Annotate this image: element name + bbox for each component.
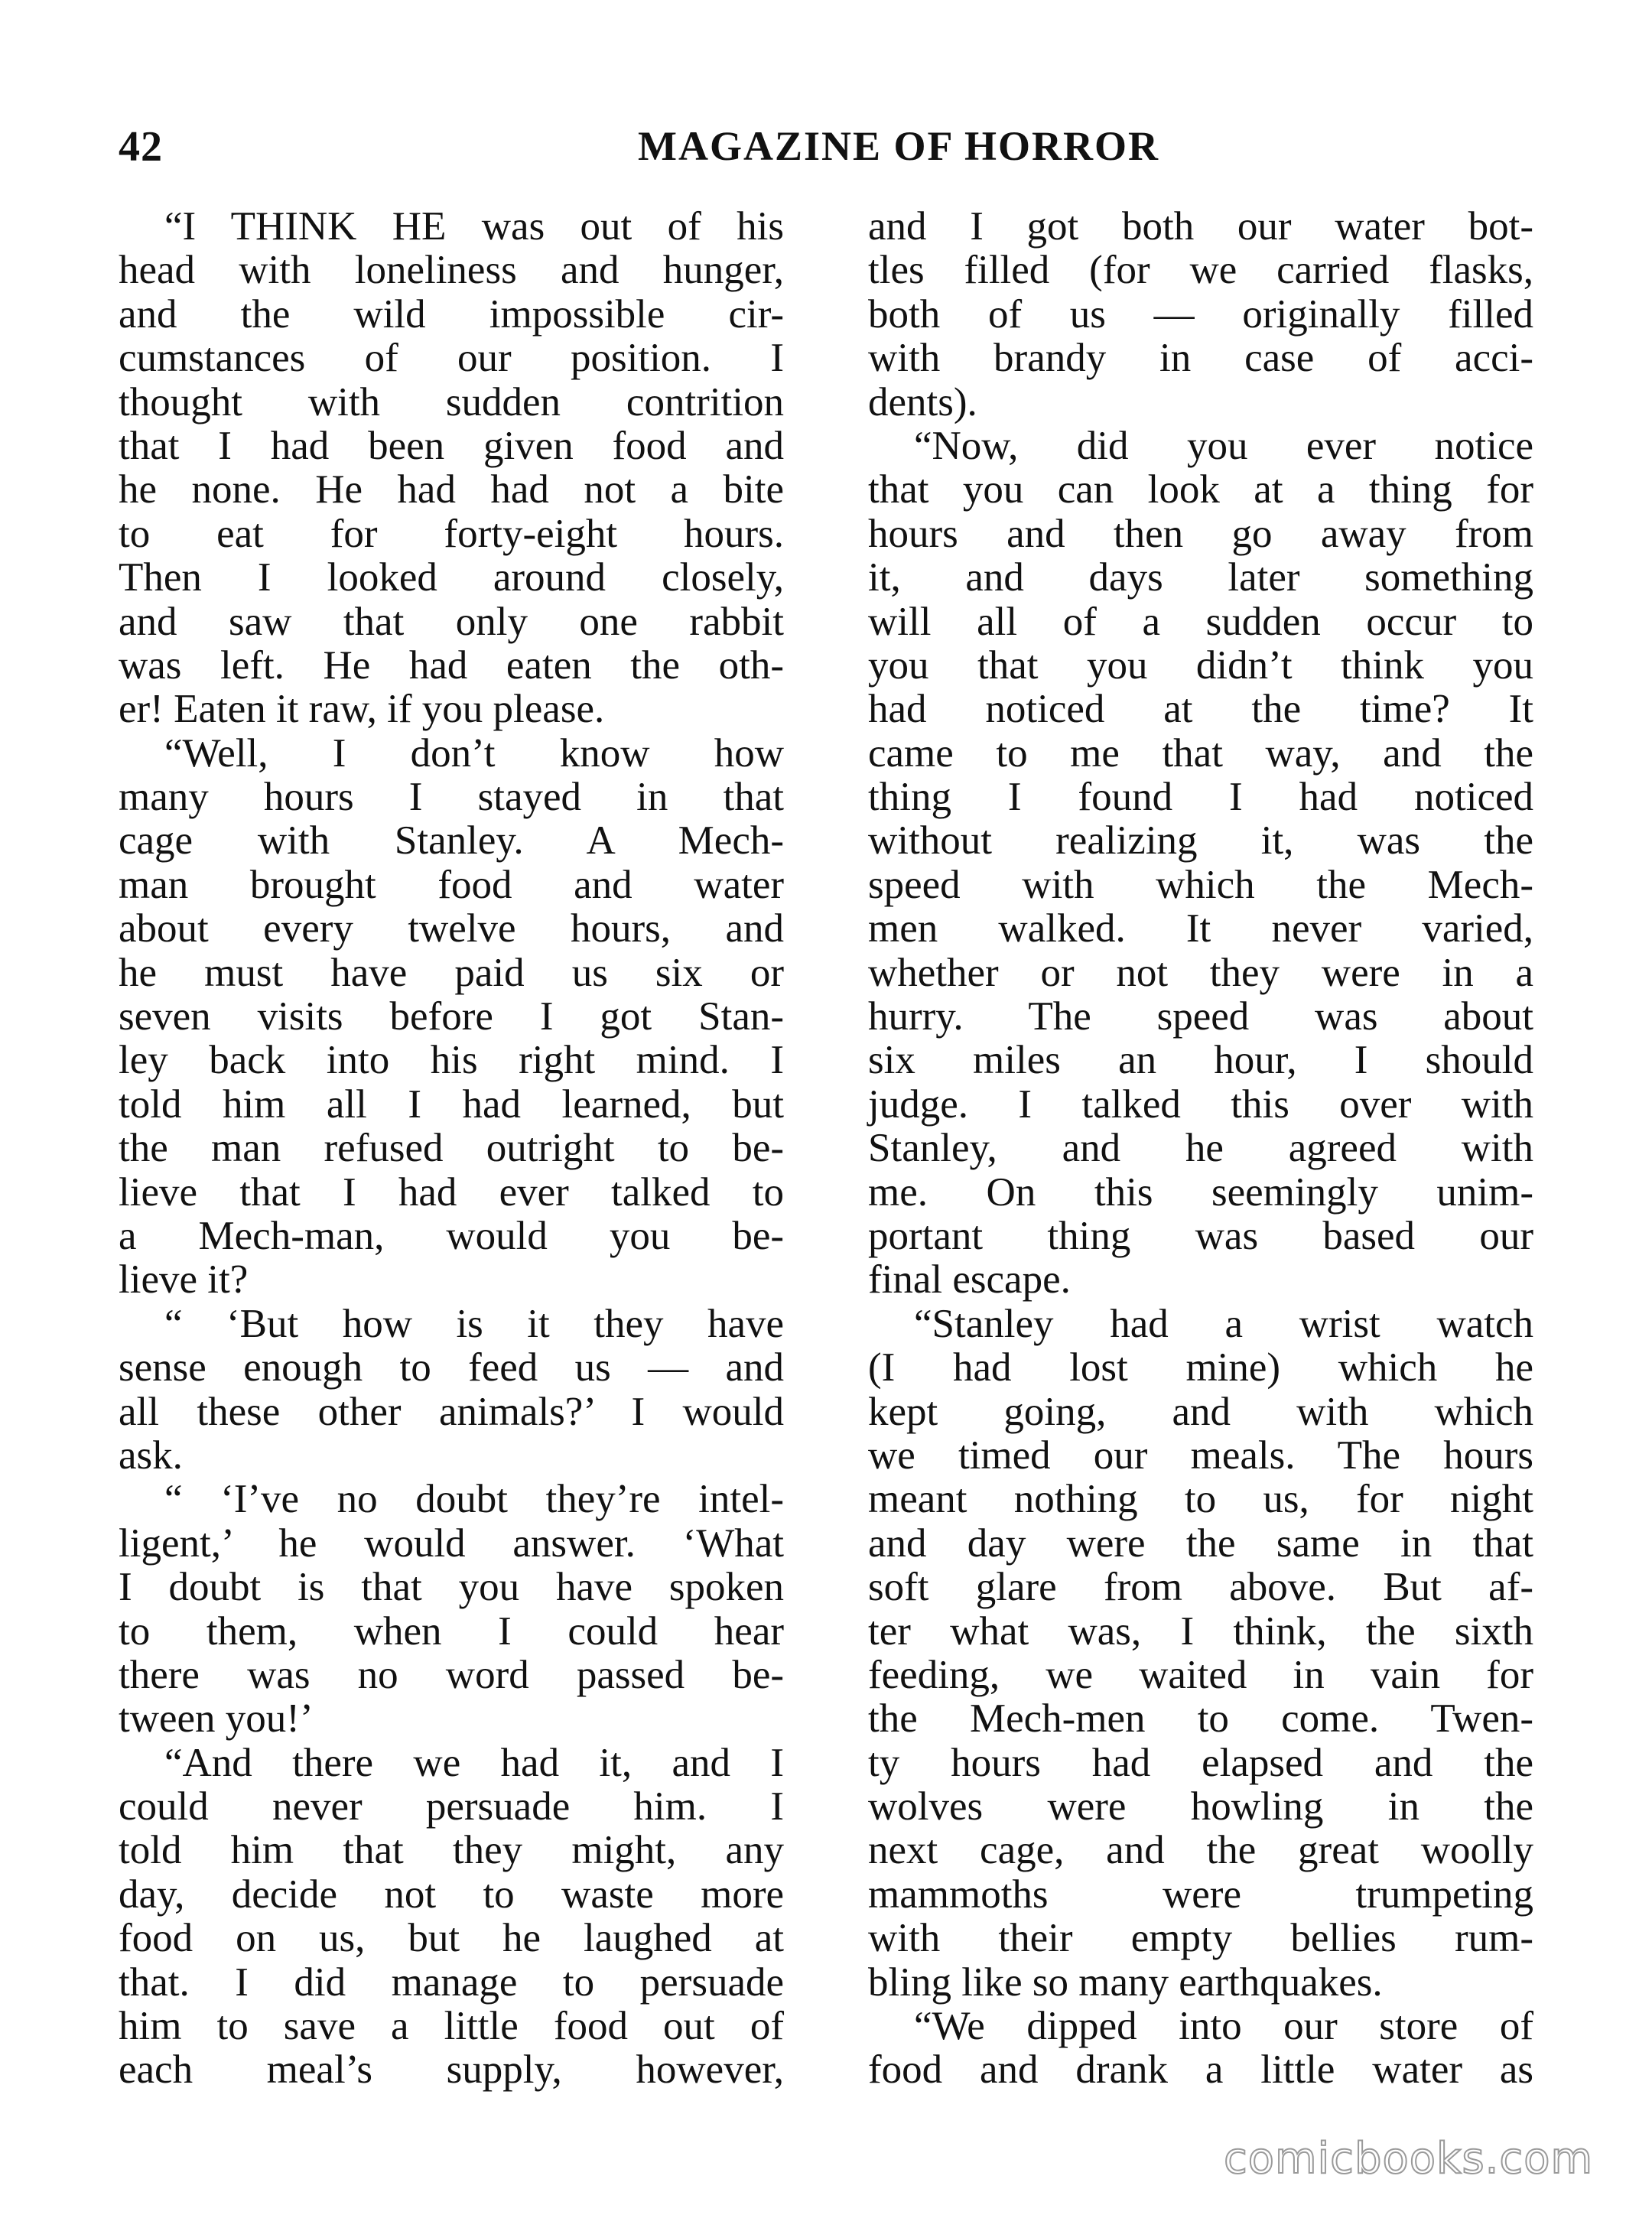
text-line: it, and days later something (868, 555, 1533, 600)
text-line: all these other animals?’ I would (119, 1389, 784, 1434)
text-line: speed with which the Mech- (868, 862, 1533, 907)
text-line: final escape. (868, 1257, 1071, 1303)
text-line: to them, when I could hear (119, 1608, 784, 1654)
text-line: “ ‘But how is it they have (164, 1301, 784, 1346)
text-line: cumstances of our position. I (119, 336, 784, 381)
text-line: “Now, did you ever notice (914, 423, 1533, 468)
text-line: (I had lost mine) which he (868, 1345, 1533, 1390)
text-line: there was no word passed be- (119, 1652, 784, 1697)
text-line: whether or not they were in a (868, 950, 1533, 995)
text-line: to eat for forty-eight hours. (119, 511, 784, 556)
text-line: Then I looked around closely, (119, 555, 784, 600)
text-line: man brought food and water (119, 862, 784, 907)
text-line: with their empty bellies rum- (868, 1916, 1533, 1961)
text-line: food and drank a little water as (868, 2047, 1533, 2093)
text-line: “I THINK HE was out of his (164, 204, 784, 249)
text-line: both of us — originally filled (868, 291, 1533, 337)
text-line: that I had been given food and (119, 423, 784, 468)
text-line: ter what was, I think, the sixth (868, 1608, 1533, 1654)
text-line: will all of a sudden occur to (868, 599, 1533, 644)
text-line: about every twelve hours, and (119, 906, 784, 951)
text-line: mammoths were trumpeting (868, 1872, 1533, 1917)
right-text-column (868, 205, 1533, 2093)
text-line: with brandy in case of acci- (868, 336, 1533, 381)
text-line: each meal’s supply, however, (119, 2047, 784, 2093)
text-line: six miles an hour, I should (868, 1038, 1533, 1083)
text-line: and the wild impossible cir- (119, 291, 784, 337)
text-line: that you can look at a thing for (868, 467, 1533, 512)
text-line: seven visits before I got Stan- (119, 994, 784, 1039)
text-line: next cage, and the great woolly (868, 1828, 1533, 1873)
text-line: hours and then go away from (868, 511, 1533, 556)
text-line: men walked. It never varied, (868, 906, 1533, 951)
text-line: “ ‘I’ve no doubt they’re intel- (164, 1477, 784, 1522)
text-line: I doubt is that you have spoken (119, 1565, 784, 1610)
text-line: told him that they might, any (119, 1828, 784, 1873)
text-line: a Mech-man, would you be- (119, 1213, 784, 1258)
text-line: “Stanley had a wrist watch (914, 1301, 1533, 1346)
text-line: had noticed at the time? It (868, 687, 1533, 732)
text-line: judge. I talked this over with (868, 1081, 1533, 1127)
text-line: er! Eaten it raw, if you please. (119, 687, 605, 732)
text-line: portant thing was based our (868, 1213, 1533, 1258)
text-line: “Well, I don’t know how (164, 730, 784, 776)
text-line: head with loneliness and hunger, (119, 248, 784, 293)
text-line: ty hours had elapsed and the (868, 1740, 1533, 1785)
text-line: and day were the same in that (868, 1520, 1533, 1566)
text-line: tween you!’ (119, 1696, 314, 1742)
text-line: was left. He had eaten the oth- (119, 642, 784, 688)
text-line: feeding, we waited in vain for (868, 1652, 1533, 1697)
text-line: food on us, but he laughed at (119, 1916, 784, 1961)
text-line: ligent,’ he would answer. ‘What (119, 1520, 784, 1566)
text-line: he none. He had had not a bite (119, 467, 784, 512)
text-line: and I got both our water bot- (868, 204, 1533, 249)
text-line: you that you didn’t think you (868, 642, 1533, 688)
text-line: him to save a little food out of (119, 2004, 784, 2049)
text-line: soft glare from above. But af- (868, 1565, 1533, 1610)
text-line: bling like so many earthquakes. (868, 1959, 1383, 2005)
text-line: “We dipped into our store of (914, 2004, 1533, 2049)
text-line: kept going, and with which (868, 1389, 1533, 1434)
text-line: many hours I stayed in that (119, 775, 784, 820)
text-line: hurry. The speed was about (868, 994, 1533, 1039)
text-line: sense enough to feed us — and (119, 1345, 784, 1390)
left-text-column (119, 205, 784, 2093)
text-line: lieve that I had ever talked to (119, 1169, 784, 1215)
page-header (119, 122, 1533, 176)
text-line: without realizing it, was the (868, 818, 1533, 863)
text-line: tles filled (for we carried flasks, (868, 248, 1533, 293)
text-line: ley back into his right mind. I (119, 1038, 784, 1083)
text-line: day, decide not to waste more (119, 1872, 784, 1917)
text-line: thought with sudden contrition (119, 379, 784, 424)
text-line: the man refused outright to be- (119, 1126, 784, 1171)
text-line: told him all I had learned, but (119, 1081, 784, 1127)
text-line: and saw that only one rabbit (119, 599, 784, 644)
text-line: he must have paid us six or (119, 950, 784, 995)
text-line: wolves were howling in the (868, 1784, 1533, 1829)
text-line: “And there we had it, and I (164, 1740, 784, 1785)
text-line: me. On this seemingly unim- (868, 1169, 1533, 1215)
text-line: came to me that way, and the (868, 730, 1533, 776)
text-line: could never persuade him. I (119, 1784, 784, 1829)
text-line: cage with Stanley. A Mech- (119, 818, 784, 863)
text-line: meant nothing to us, for night (868, 1477, 1533, 1522)
text-line: the Mech-men to come. Twen- (868, 1696, 1533, 1742)
watermark: comicbooks.com (1224, 2134, 1594, 2184)
text-line: we timed our meals. The hours (868, 1433, 1533, 1478)
running-title: MAGAZINE OF HORROR (638, 123, 1159, 169)
text-line: thing I found I had noticed (868, 775, 1533, 820)
text-line: lieve it? (119, 1257, 249, 1303)
text-line: dents). (868, 379, 977, 424)
page-number: 42 (119, 123, 163, 171)
text-line: that. I did manage to persuade (119, 1959, 784, 2005)
text-line: ask. (119, 1433, 183, 1478)
text-line: Stanley, and he agreed with (868, 1126, 1533, 1171)
